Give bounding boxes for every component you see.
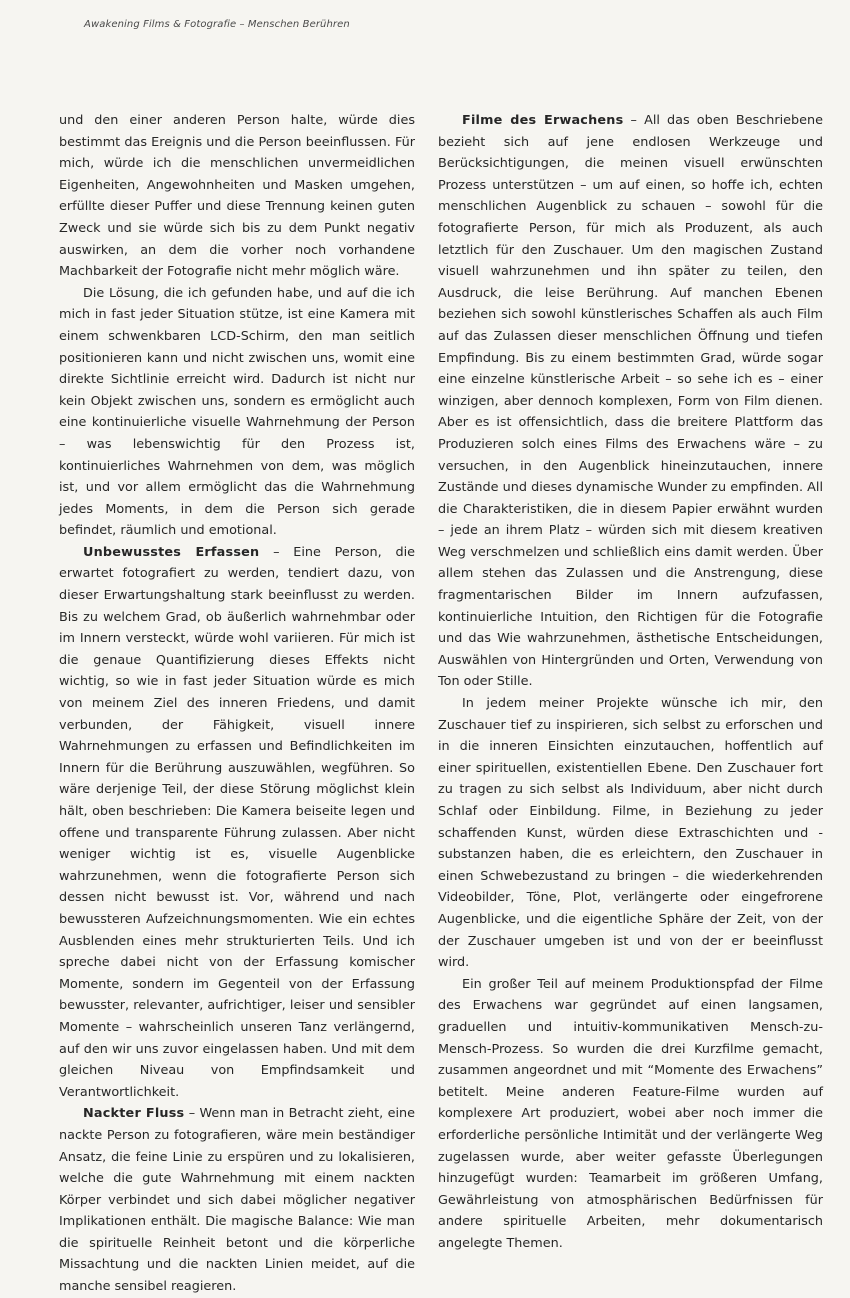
section-paragraph (438, 110, 823, 693)
left-column (59, 110, 415, 1298)
section-text: – Eine Person, die erwartet fotografiert zu werden, tendiert dazu, von dieser Erwartungshaltung stark beeinflusst zu werden. Bis zu welchem Grad, ob äußerlich wahrnehmbar oder im Innern versteckt, würde wohl variieren. Für mich ist die genaue Quantifizierung dieses Effekts nicht wichtig, so wie in fast jeder Situation würde es mich von meinem Ziel des inneren Friedens, und damit verbunden, der Fähigkeit, visuell innere Wahrnehmungen zu erfassen und Befindlichkeiten im Innern für die Berührung auszuwählen, wegführen. So wäre derjenige Teil, der diese Störung möglichst klein hält, oben beschrieben: Die Kamera beiseite legen und offene und transparente Führung zulassen. Aber nicht weniger wichtig ist es, visuelle Augenblicke wahrzunehmen, wenn die fotografierte Person sich dessen nicht bewusst ist. Vor, während und nach bewussteren Aufzeichnungsmomenten. Wie ein echtes Ausblenden eines mehr strukturierten Teils. Und ich spreche dabei nicht von der Erfassung komischer Momente, sondern im Gegenteil von der Erfassung bewusster, relevanter, aufrichtiger, leiser und sensibler Momente – wahrscheinlich unseren Tanz verlängernd, auf den wir uns zuvor eingelassen haben. Und mit dem gleichen Niveau von Empfindsamkeit und Verantwortlichkeit. (59, 544, 415, 1100)
running-header: Awakening Films & Fotografie – Menschen Berühren (84, 19, 350, 30)
section-text: – All das oben Beschriebene bezieht sich auf jene endlosen Werkzeuge und Berücksichtigungen, die meinen visuell erwünschten Prozess unterstützen – um auf einen, so hoffe ich, echten menschlichen Augenblick zu schauen – sowohl für die fotografierte Person, für mich als Produzent, als auch letztlich für den Zuschauer. Um den magischen Zustand visuell wahrzunehmen und ihn später zu teilen, den Ausdruck, die leise Berührung. Auf manchen Ebenen beziehen sich sowohl künstlerisches Schaffen als auch Film auf das Zulassen dieser menschlichen Öffnung und tiefen Empfindung. Bis zu einem bestimmten Grad, würde sogar eine einzelne künstlerische Arbeit – so sehe ich es – einer winzigen, aber dennoch komplexen, Form von Film dienen. Aber es ist offensichtlich, dass die breitere Plattform das Produzieren solch eines Films des Erwachens wäre – zu versuchen, in den Augenblick hineinzutauchen, innere Zustände und dieses dynamische Wunder zu empfinden. All die Charakteristiken, die in diesem Papier erwähnt wurden – jede an ihrem Platz – würden sich mit diesem kreativen Weg verschmelzen und schließlich eins damit werden. Über allem stehen das Zulassen und die Anstrengung, diese fragmentarischen Bilder im Innern aufzufassen, kontinuierliche Intuition, den Richtigen für die Fotografie und das Wie wahrzunehmen, ästhetische Entscheidungen, Auswählen von Hintergründen und Orten, Verwendung von Ton oder Stille. (438, 113, 823, 690)
section-heading: Nackter Fluss (83, 1106, 185, 1122)
section-paragraph (59, 542, 415, 1103)
section-heading: Unbewusstes Erfassen (83, 544, 260, 560)
paragraph: Die Lösung, die ich gefunden habe, und auf die ich mich in fast jeder Situation stütze, ist eine Kamera mit einem schwenkbaren LCD-Schirm, den man seitlich positionieren kann und nicht zwischen uns, womit eine direkte Sichtlinie erreicht wird. Dadurch ist nicht nur kein Objekt zwischen uns, sondern es ermöglicht auch eine kontinuierliche visuelle Wahrnehmung der Person – was lebenswichtig für den Prozess ist, kontinuierliches Wahrnehmen von dem, was möglich ist, und vor allem ermöglicht das die Wahrnehmung jedes Moments, in dem die Person sich gerade befindet, räumlich und emotional. (59, 285, 415, 539)
paragraph: In jedem meiner Projekte wünsche ich mir, den Zuschauer tief zu inspirieren, sich selbst zu erforschen und in die inneren Einsichten einzutauchen, hoffentlich auf einer spirituellen, existentiellen Ebene. Den Zuschauer fort zu tragen zu sich selbst als Individuum, aber nicht durch Schlaf oder Einbildung. Filme, in Beziehung zu jeder schaffenden Kunst, würden diese Extraschichten und -substanzen haben, die es erleichtern, den Zuschauer in einen Schwebezustand zu bringen – die wiederkehrenden Videobilder, Töne, Plot, verlängerte oder eingefrorene Augenblicke, und die eigentliche Sphäre der Zeit, von der der Zuschauer umgeben ist und von der er beeinflusst wird. (438, 696, 823, 971)
paragraph: Ein großer Teil auf meinem Produktionspfad der Filme des Erwachens war gegründet auf einen langsamen, graduellen und intuitiv-kommunikativen Mensch-zu-Mensch-Prozess. So wurden die drei Kurzfilme gemacht, zusammen angeordnet und mit “Momente des Erwachens” betitelt. Meine anderen Feature-Filme wurden auf komplexere Art produziert, wobei aber noch immer die erforderliche persönliche Intimität und der verlängerte Weg zugelassen wurde, aber weiter gefasste Überlegungen hinzugefügt wurden: Teamarbeit im größeren Umfang, Gewährleistung von atmosphärischen Bedürfnissen für andere spirituelle Arbeiten, mehr dokumentarisch angelegte Themen. (438, 976, 823, 1251)
section-text: – Wenn man in Betracht zieht, eine nackte Person zu fotografieren, wäre mein beständiger Ansatz, die feine Linie zu erspüren und zu lokalisieren, welche die gute Wahrnehmung mit einem nackten Körper verbindet und sich dabei möglicher negativer Implikationen enthält. Die magische Balance: Wie man die spirituelle Reinheit betont und die körperliche Missachtung und die nackten Linien meidet, auf die manche sensibel reagieren. (59, 1106, 415, 1295)
section-heading: Filme des Erwachens (462, 113, 624, 128)
section-paragraph (59, 1103, 415, 1297)
right-column (438, 110, 823, 1254)
paragraph: und den einer anderen Person halte, würde dies bestimmt das Ereignis und die Person beeinflussen. Für mich, würde ich die menschlichen unvermeidlichen Eigenheiten, Angewohnheiten und Masken umgehen, erfüllte dieser Puffer und diese Trennung keinen guten Zweck und sie würde sich bis zu dem Punkt negativ auswirken, an dem die vorher noch vorhandene Machbarkeit der Fotografie nicht mehr möglich wäre. (59, 113, 415, 280)
